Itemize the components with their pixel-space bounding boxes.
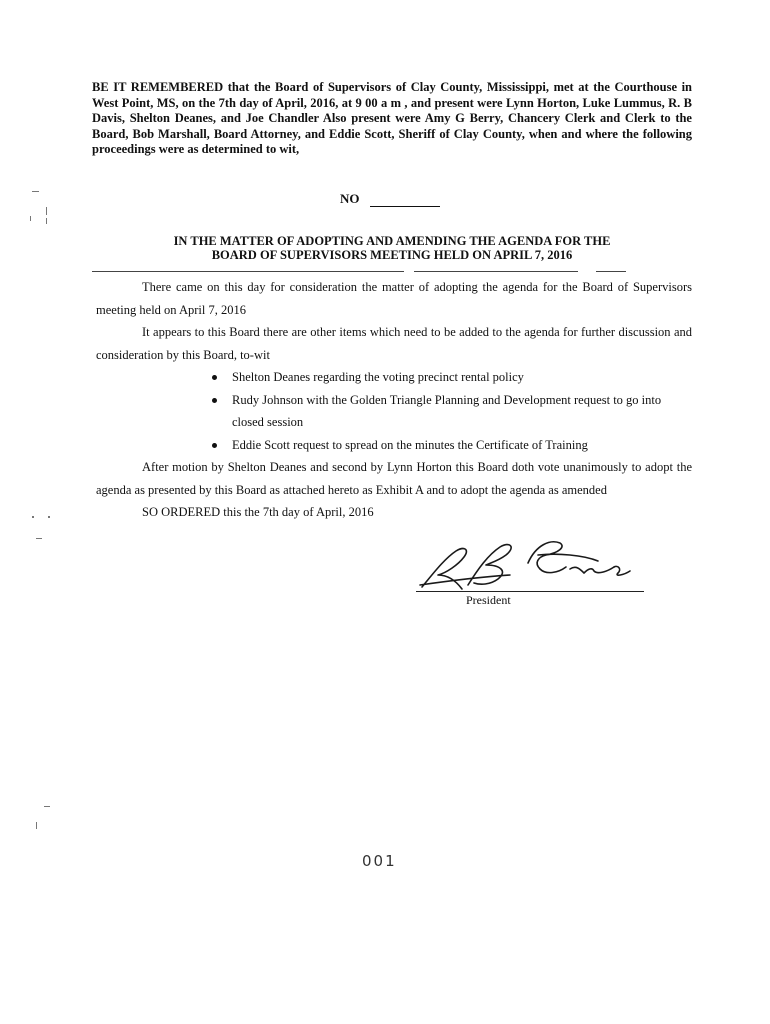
page-number: 001 bbox=[362, 852, 397, 870]
order-body bbox=[96, 276, 692, 524]
agenda-item: Eddie Scott request to spread on the minutes the Certificate of Training bbox=[212, 434, 692, 457]
preamble-lead: BE IT REMEMBERED bbox=[92, 80, 224, 94]
matter-heading-line-1: IN THE MATTER OF ADOPTING AND AMENDING THE AGENDA FOR THE bbox=[173, 234, 611, 248]
so-ordered-paragraph: SO ORDERED this the 7th day of April, 2016 bbox=[142, 505, 374, 519]
agenda-items-list bbox=[96, 366, 692, 456]
margin-scan-mark bbox=[36, 822, 37, 829]
agenda-item: Shelton Deanes regarding the voting precinct rental policy bbox=[212, 366, 692, 389]
signature-title: President bbox=[466, 593, 511, 607]
underline-segment bbox=[596, 271, 626, 272]
preamble-paragraph bbox=[92, 80, 692, 158]
matter-heading-line-2: BOARD OF SUPERVISORS MEETING HELD ON APRIL 7, 2016 bbox=[211, 248, 573, 262]
matter-heading bbox=[92, 234, 692, 262]
items-intro-paragraph: It appears to this Board there are other items which need to be added to the agenda for further discussion and consideration by this Board, to-wit bbox=[96, 325, 692, 362]
margin-scan-mark bbox=[48, 516, 50, 518]
margin-scan-mark bbox=[46, 218, 47, 224]
number-field bbox=[340, 191, 440, 207]
margin-scan-mark bbox=[44, 806, 50, 807]
margin-scan-mark bbox=[30, 216, 31, 221]
preamble-text: that the Board of Supervisors of Clay County, Mississippi, met at the Courthouse in West Point, MS, on the 7th day of April, 2016, at 9 00 a m , and present were Lynn Horton, Luke Lummus, R. B Davis, Shelton Deanes, and Joe Chandler Also present were Amy G Berry, Chancery Clerk and Clerk to the Board, Bob Marshall, Board Attorney, and Eddie Scott, Sheriff of Clay County, when and where the following proceedings were as determined to wit, bbox=[92, 80, 693, 156]
consideration-paragraph: There came on this day for consideration the matter of adopting the agenda for the Board of Supervisors meeting held on April 7, 2016 bbox=[96, 280, 692, 317]
underline-segment bbox=[92, 271, 404, 272]
underline-segment bbox=[414, 271, 578, 272]
margin-scan-mark bbox=[46, 207, 47, 215]
margin-scan-mark bbox=[32, 191, 39, 192]
number-blank-line bbox=[370, 196, 440, 207]
agenda-item: Rudy Johnson with the Golden Triangle Planning and Development request to go into closed session bbox=[212, 389, 692, 434]
margin-scan-mark bbox=[36, 538, 42, 539]
margin-scan-mark bbox=[32, 516, 34, 518]
number-label: NO bbox=[340, 191, 360, 206]
president-signature bbox=[418, 535, 643, 595]
heading-underline bbox=[92, 271, 692, 272]
motion-paragraph: After motion by Shelton Deanes and second by Lynn Horton this Board doth vote unanimously to adopt the agenda as presented by this Board as attached hereto as Exhibit A and to adopt the agenda as amended bbox=[96, 460, 692, 497]
signature-line bbox=[416, 591, 644, 592]
